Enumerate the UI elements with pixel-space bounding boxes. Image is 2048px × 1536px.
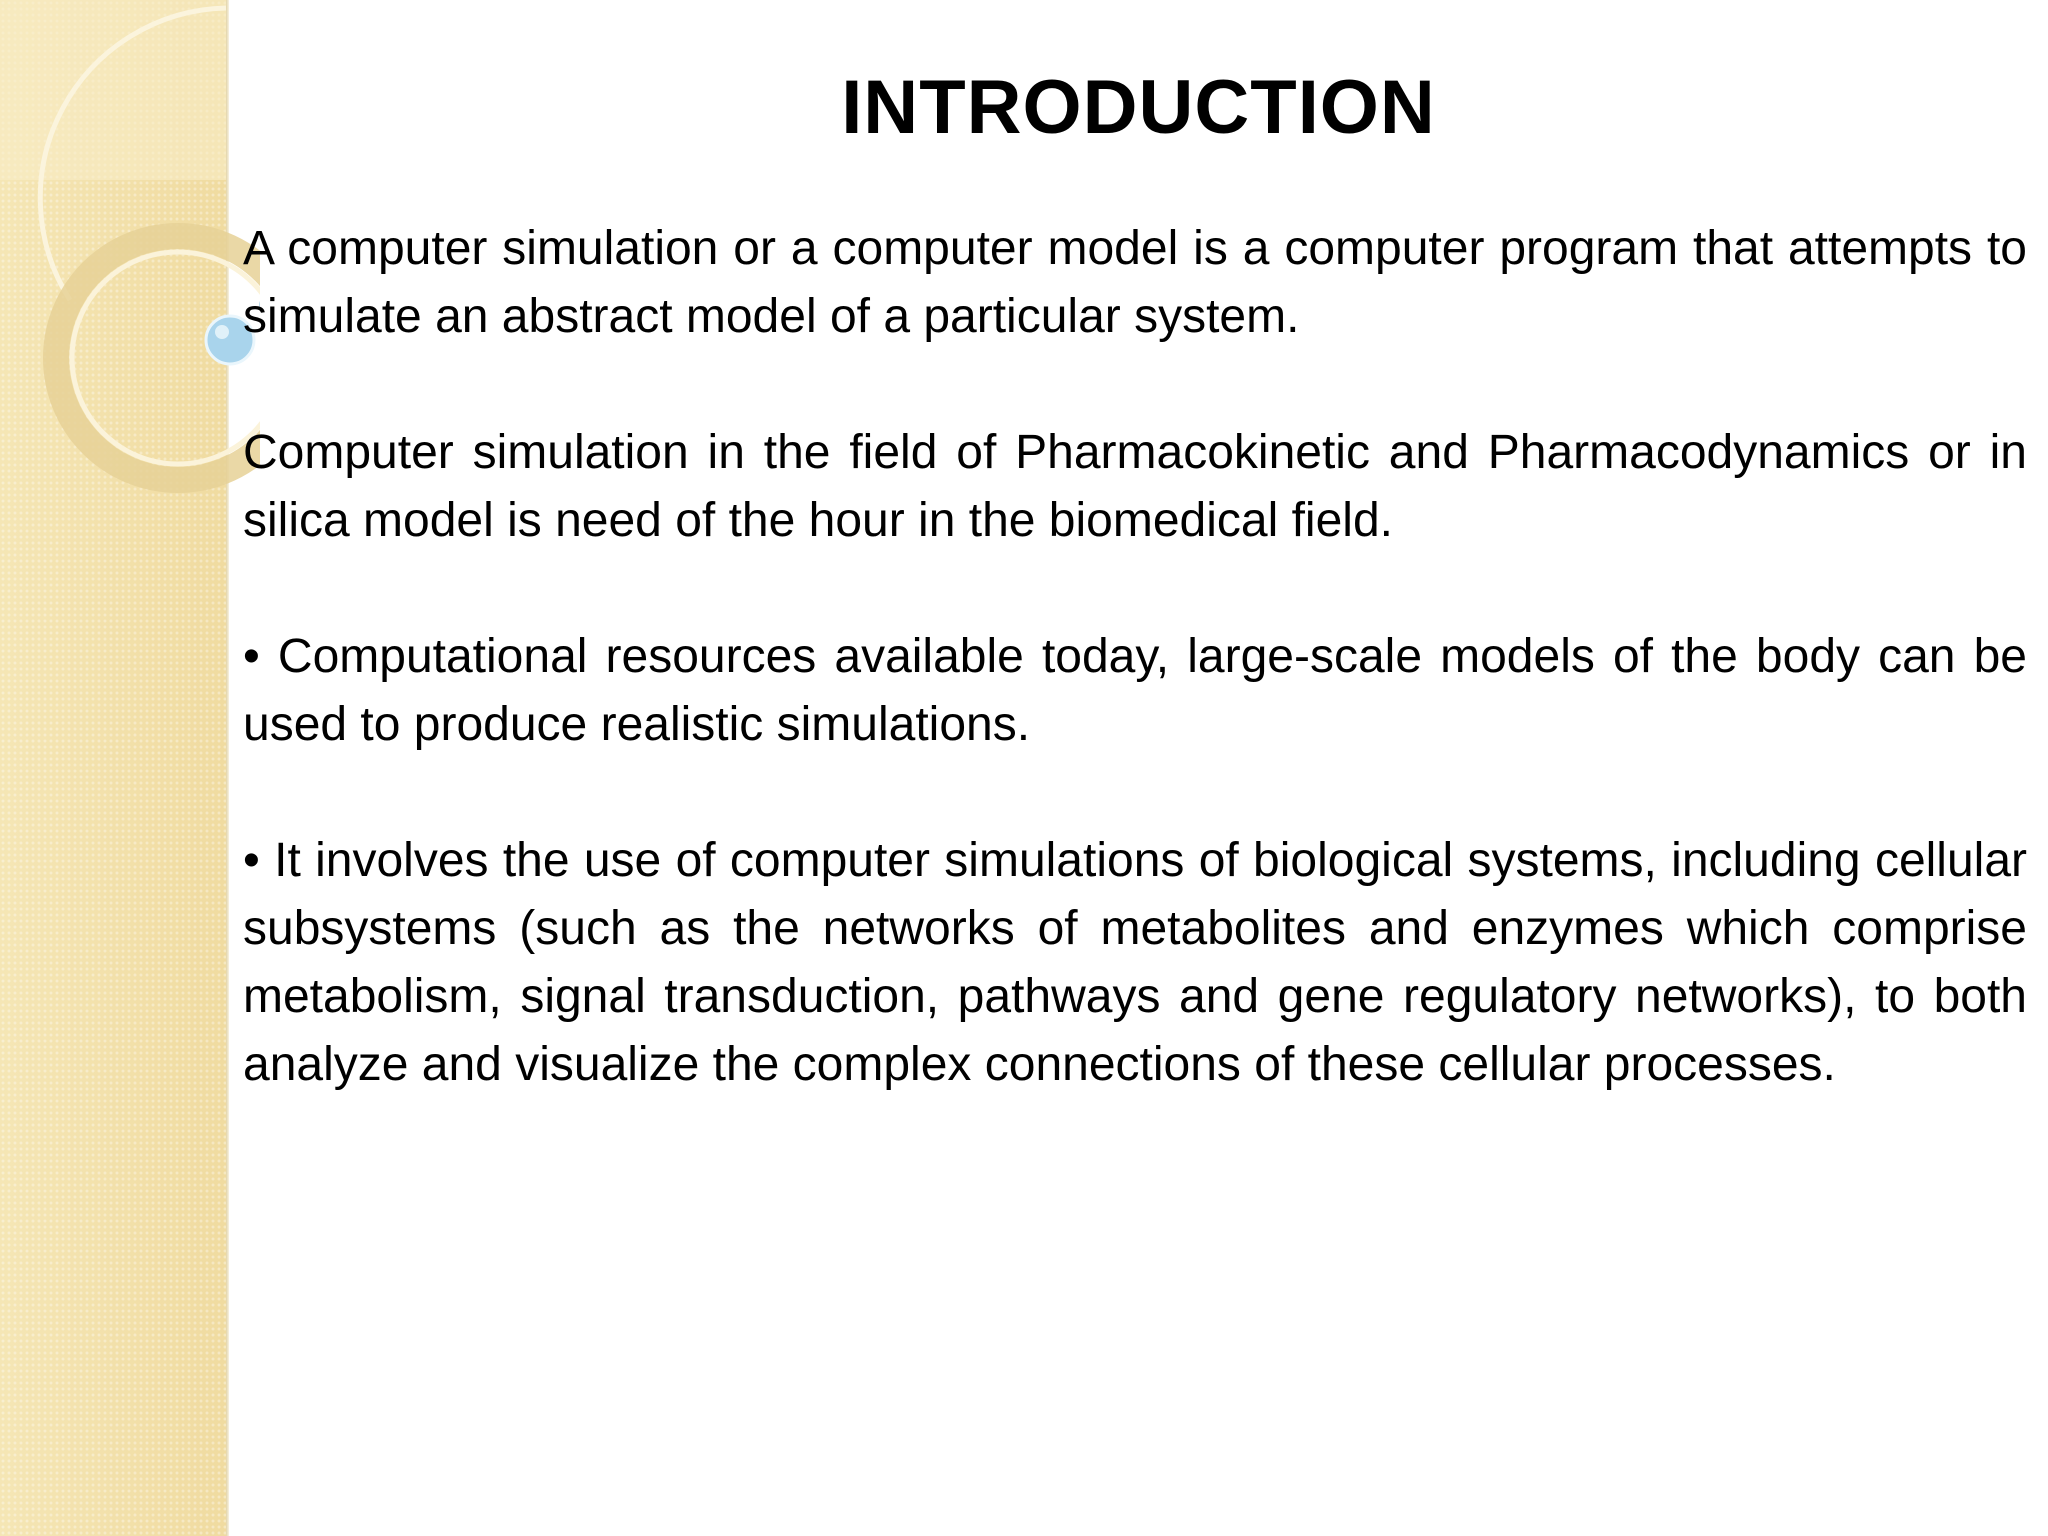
- bubble-highlight: [215, 325, 229, 339]
- highlight-panel: [0, 0, 226, 180]
- slide-content: [243, 215, 2027, 1167]
- slide-title: INTRODUCTION: [841, 65, 1436, 150]
- decorative-rings: [0, 0, 260, 520]
- bullet-computational-resources: • Computational resources available today, large-scale models of the body can be used to produce realistic simulations.: [243, 630, 2027, 751]
- paragraph-pharmacokinetics: Computer simulation in the field of Pharmacokinetic and Pharmacodynamics or in silica model is need of the hour in the biomedical field.: [243, 426, 2027, 547]
- bullet-biological-systems: • It involves the use of computer simulations of biological systems, including cellular subsystems (such as the networks of metabolites and enzymes which comprise metabolism, signal transduction, pathways and gene regulatory networks), to both analyze and visualize the complex connections of these cellular processes.: [243, 834, 2027, 1091]
- paragraph-definition: A computer simulation or a computer model is a computer program that attempts to simulate an abstract model of a particular system.: [243, 222, 2027, 343]
